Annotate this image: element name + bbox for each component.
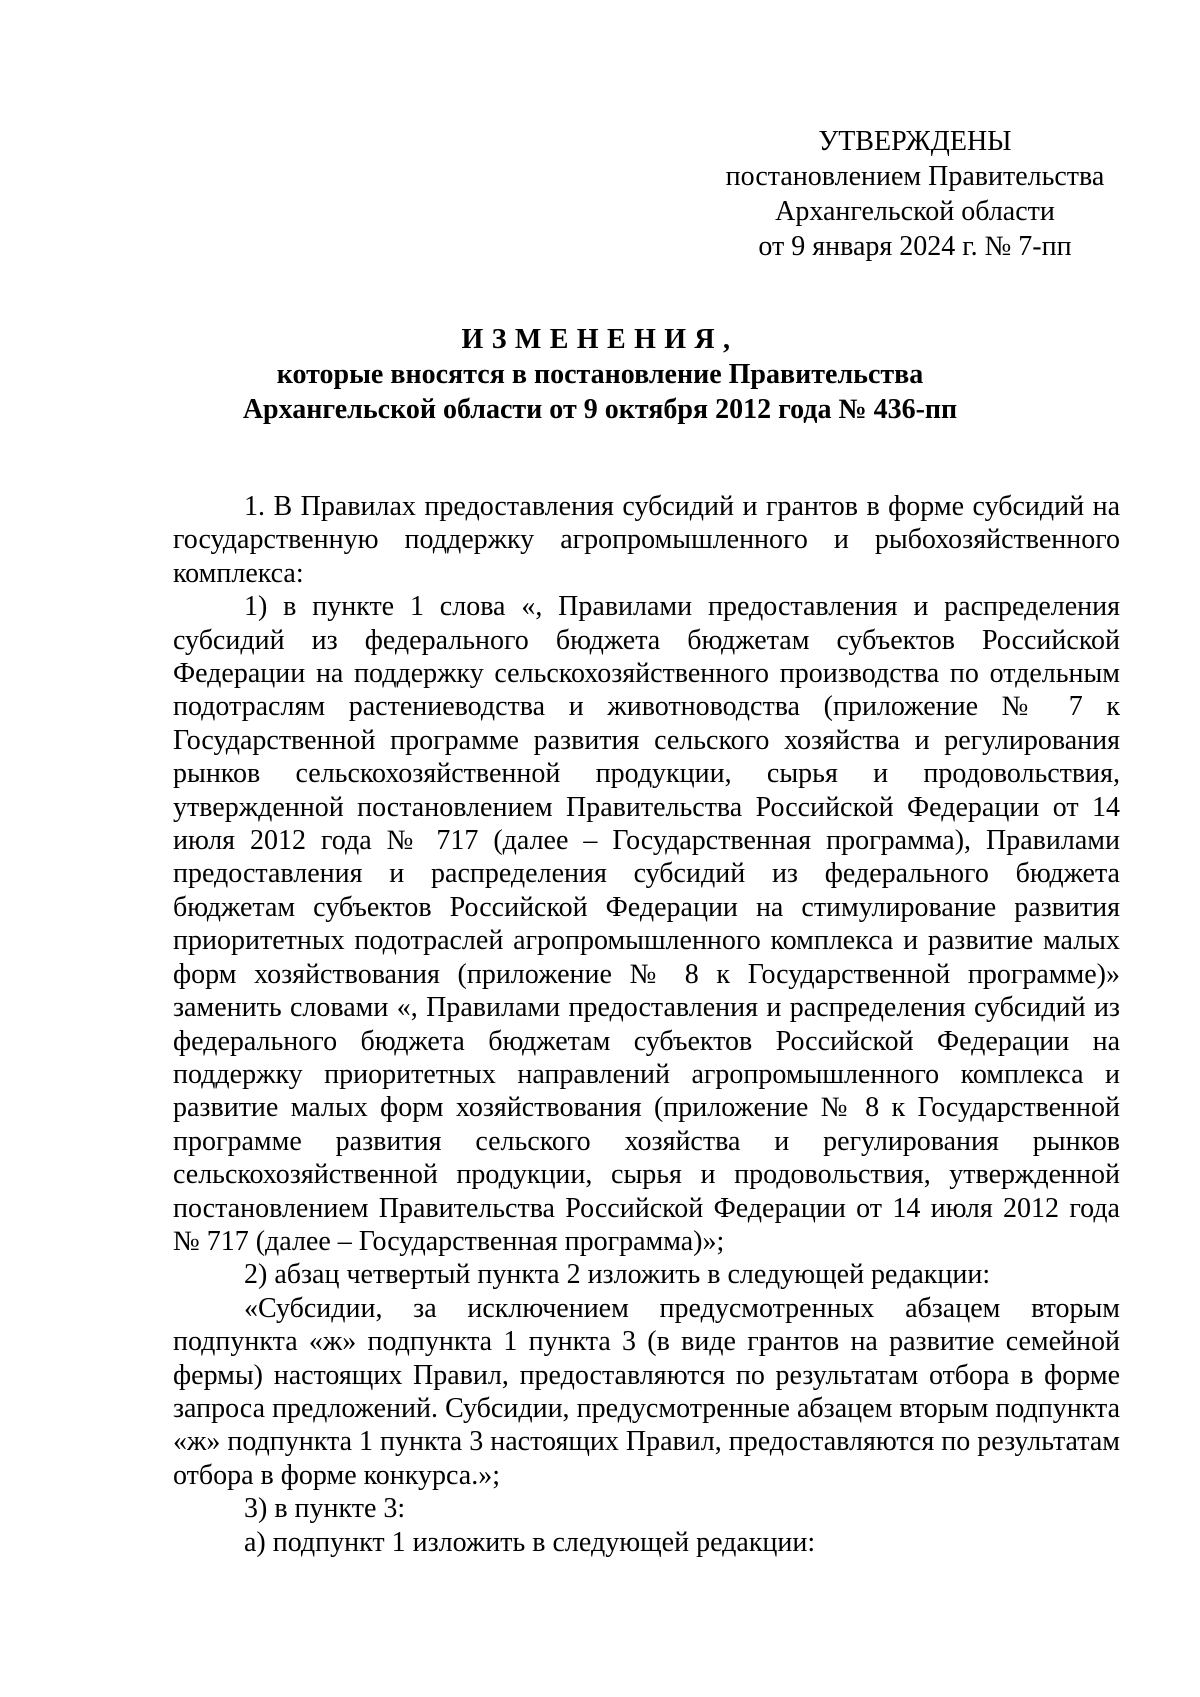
paragraph-4: «Субсидии, за исключением предусмотренных абзацем вторым подпункта «ж» подпункта 1 пункта 3 (в виде грантов на развитие семейной фермы) настоящих Правил, предоставляются по результатам отбора в форме запроса предложений. Субсидии, предусмотренные абзацем вторым подпункта «ж» подпункта 1 пункта 3 настоящих Правил, предоставляются по результатам отбора в форме конкурса.»; [173, 1292, 1120, 1491]
title-subline-1: которые вносятся в постановление Правительства [276, 359, 924, 390]
approval-line-date: от 9 января 2024 г. № 7-пп [758, 231, 1072, 262]
paragraph-5: 3) в пункте 3: [244, 1493, 406, 1525]
document-body [173, 490, 1120, 1559]
paragraph-6: а) подпункт 1 изложить в следующей редакции: [244, 1526, 816, 1558]
paragraph-1: 1. В Правилах предоставления субсидий и грантов в форме субсидий на государственную поддержку агропромышленного и рыбохозяйственного комплекса: [173, 491, 1120, 589]
approval-line-resolution: постановлением Правительства [725, 161, 1105, 192]
title-main: ИЗМЕНЕНИЯ, [461, 324, 739, 355]
approval-stamp [700, 124, 1130, 264]
paragraph-2: 1) в пункте 1 слова «, Правилами предоставления и распределения субсидий из федерального бюджета бюджетам субъектов Российской Федерации на поддержку сельскохозяйственного производства по отдельным подотраслям растениеводства и животноводства (приложение № 7 к Государственной программе развития сельского хозяйства и регулирования рынков сельскохозяйственной продукции, сырья и продовольствия, утвержденной постановлением Правительства Российской Федерации от 14 июля 2012 года № 717 (далее – Государственная программа), Правилами предоставления и распределения субсидий из федерального бюджета бюджетам субъектов Российской Федерации на стимулирование развития приоритетных подотраслей агропромышленного комплекса и развитие малых форм хозяйствования (приложение № 8 к Государственной программе)» заменить словами «, Правилами предоставления и распределения субсидий из федерального бюджета бюджетам субъектов Российской Федерации на поддержку приоритетных направлений агропромышленного комплекса и развитие малых форм хозяйствования (приложение № 8 к Государственной программе развития сельского хозяйства и регулирования рынков сельскохозяйственной продукции, сырья и продовольствия, утвержденной постановлением Правительства Российской Федерации от 14 июля 2012 года № 717 (далее – Государственная программа)»; [173, 591, 1120, 1257]
title-subline-2: Архангельской области от 9 октября 2012 года № 436-пп [242, 394, 958, 425]
approval-heading: УТВЕРЖДЕНЫ [818, 126, 1012, 157]
paragraph-3: 2) абзац четвертый пункта 2 изложить в следующей редакции: [244, 1259, 991, 1291]
approval-line-region: Архангельской области [775, 196, 1055, 227]
document-title [140, 322, 1060, 427]
